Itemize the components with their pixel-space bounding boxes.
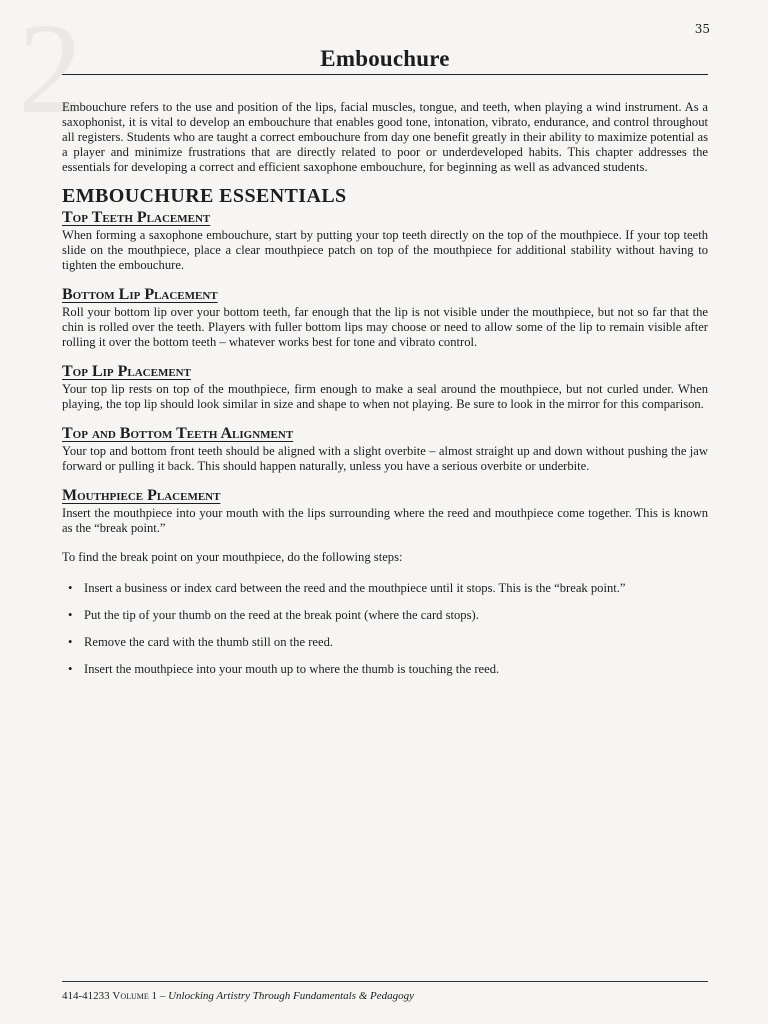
section-text: Insert the mouthpiece into your mouth with the lips surrounding where the reed and mouthpiece come together. This is known as the “break point.” — [62, 506, 708, 535]
steps-intro: To find the break point on your mouthpiece, do the following steps: — [62, 550, 403, 564]
chapter-number-watermark: 2 — [18, 0, 83, 141]
step-text: Put the tip of your thumb on the reed at the break point (where the card stops). — [84, 608, 479, 622]
intro-paragraph: Embouchure refers to the use and position of the lips, facial muscles, tongue, and teeth, when playing a wind instrument. As a saxophonist, it is vital to develop an embouchure that enables good tone, intonation, vibrato, endurance, and control throughout all registers. Students who are taught a correct embouchure from day one benefit greatly in their ability to maximize potential as a player and minimize frustrations that are directly related to poor or underdeveloped habits. This chapter addresses the essentials for developing a correct and efficient saxophone embouchure, for beginning as well as advanced students. — [62, 100, 708, 174]
footer-dash: – — [157, 990, 169, 1002]
section-heading: Top Lip Placement — [62, 363, 191, 380]
section-text: Roll your bottom lip over your bottom teeth, far enough that the lip is not visible under the mouthpiece, but not so far that the chin is rolled over the teeth. Players with fuller bottom lips may choose or need to allow some of the lip to remain visible after rolling it over the bottom teeth – whatever works best for tone and vibrato control. — [62, 305, 708, 349]
footer-book-title: Unlocking Artistry Through Fundamentals & Pedagogy — [168, 990, 415, 1002]
section-bottom-lip — [62, 287, 708, 350]
section-heading: Top Teeth Placement — [62, 209, 211, 226]
step-text: Insert a business or index card between the reed and the mouthpiece until it stops. This is the “break point.” — [84, 581, 626, 595]
step-text: Insert the mouthpiece into your mouth up to where the thumb is touching the reed. — [84, 662, 500, 676]
page-footer — [62, 990, 414, 1002]
section-text: Your top and bottom front teeth should be aligned with a slight overbite – almost straight up and down without pushing the jaw forward or pulling it back. This should happen naturally, unless you have a serious overbite or underbite. — [62, 444, 708, 473]
title-rule — [62, 74, 708, 75]
section-mouthpiece — [62, 488, 708, 677]
list-item — [62, 581, 708, 596]
section-main-heading: EMBOUCHURE ESSENTIALS — [62, 185, 347, 207]
section-heading: Mouthpiece Placement — [62, 487, 221, 504]
section-text: Your top lip rests on top of the mouthpiece, firm enough to make a seal around the mouthpiece, but not curled under. When playing, the top lip should look similar in size and shape to when not playing. Be sure to look in the mirror for this comparison. — [62, 382, 708, 411]
bullet-icon: • — [68, 635, 73, 649]
page-content — [62, 100, 708, 691]
steps-list — [62, 581, 708, 677]
footer-volume: Volume 1 — [112, 990, 158, 1002]
footer-code: 414-41233 — [62, 990, 110, 1002]
title-block — [62, 46, 708, 75]
section-heading: Top and Bottom Teeth Alignment — [62, 425, 294, 442]
list-item — [62, 662, 708, 677]
section-teeth-alignment — [62, 426, 708, 474]
step-text: Remove the card with the thumb still on the reed. — [84, 635, 334, 649]
section-text: When forming a saxophone embouchure, start by putting your top teeth directly on the top of the mouthpiece. If your top teeth slide on the mouthpiece, place a clear mouthpiece patch on top of the mouthpiece for additional stability without having to tighten the embouchure. — [62, 228, 708, 272]
chapter-title: Embouchure — [320, 46, 450, 71]
section-top-teeth — [62, 210, 708, 273]
list-item — [62, 635, 708, 650]
page-number: 35 — [694, 22, 710, 36]
section-top-lip — [62, 364, 708, 412]
section-heading: Bottom Lip Placement — [62, 286, 218, 303]
bullet-icon: • — [68, 662, 73, 676]
list-item — [62, 608, 708, 623]
bullet-icon: • — [68, 581, 73, 595]
bullet-icon: • — [68, 608, 73, 622]
footer-rule — [62, 981, 708, 982]
